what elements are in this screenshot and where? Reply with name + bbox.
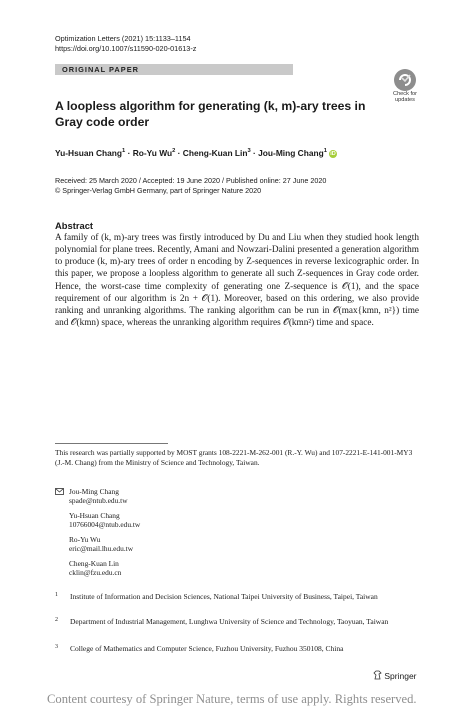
orcid-icon[interactable]: iD xyxy=(330,151,336,157)
contact-entry xyxy=(69,535,133,554)
author-separator: · xyxy=(125,148,133,158)
affiliation-text: Institute of Information and Decision Sciences, National Taipei University of Business, Taipei, Taiwan xyxy=(70,592,378,601)
author-name[interactable]: Jou-Ming Chang xyxy=(258,148,324,158)
affiliation-text: Department of Industrial Management, Lunghwa University of Science and Technology, Taoyuan, Taiwan xyxy=(70,617,389,626)
footnote-divider xyxy=(55,443,168,444)
contact-entry xyxy=(69,487,128,506)
journal-header xyxy=(55,34,196,54)
article-title: A loopless algorithm for generating (k, m)-ary trees in Gray code order xyxy=(55,99,366,129)
affiliation-number: 3 xyxy=(55,644,58,650)
author-name[interactable]: Cheng-Kuan Lin xyxy=(182,148,248,158)
author-separator: · xyxy=(250,148,259,158)
author-affiliation-mark: 1 xyxy=(122,148,126,155)
contact-entry xyxy=(69,559,121,578)
contact-name: Yu-Hsuan Chang xyxy=(69,511,120,520)
author-name[interactable]: Yu-Hsuan Chang xyxy=(55,148,123,158)
abstract-heading: Abstract xyxy=(55,220,94,231)
author-affiliation-mark: 2 xyxy=(172,148,176,155)
affiliation-number: 1 xyxy=(55,592,58,598)
publication-dates xyxy=(55,176,326,196)
affiliation-text: College of Mathematics and Computer Science, Fuzhou University, Fuzhou 350108, China xyxy=(70,644,344,653)
author-list xyxy=(55,148,337,158)
springer-horse-icon xyxy=(373,670,382,680)
author-separator: · xyxy=(175,148,183,158)
contact-email[interactable]: eric@mail.lhu.edu.tw xyxy=(69,544,134,554)
section-label: ORIGINAL PAPER xyxy=(62,64,139,74)
publisher-logo xyxy=(373,670,417,681)
copyright-line: © Springer-Verlag GmbH Germany, part of Springer Nature 2020 xyxy=(55,186,262,195)
envelope-icon xyxy=(55,488,64,495)
abstract-text: A family of (k, m)-ary trees was firstly introduced by Du and Liu when they studied hook length polynomial for plane trees. Recently, Amani and Nowzari-Dalini presented a generation algorithm to produce (k, m)-ary trees of order n encoding by Z-sequences in reverse lexicographic order. In this paper, we propose a loopless algorithm to generate all such Z-sequences in Gray code order. Hence, the worst-case time complexity of generating one Z-sequence is 𝒪(1), and the space requirement of our algorithm is 2n + 𝒪(1). Moreover, based on this ordering, we also provide ranking and unranking algorithms. The ranking algorithm can be run in 𝒪(max{kmn, n²}) time and 𝒪(kmn) space, whereas the unranking algorithm requires 𝒪(kmn²) time and space. xyxy=(55,233,419,329)
author-affiliation-mark: 3 xyxy=(247,148,251,155)
funding-note: This research was partially supported by MOST grants 108-2221-M-262-001 (R.-Y. Wu) and 107-2221-E-141-001-MY3 (J.-M. Chang) from the Ministry of Science and Technology, Taiwan. xyxy=(55,448,413,467)
courtesy-watermark: Content courtesy of Springer Nature, terms of use apply. Rights reserved. xyxy=(47,692,417,706)
journal-citation: Optimization Letters (2021) 15:1133–1154 xyxy=(55,34,191,43)
doi-link[interactable]: https://doi.org/10.1007/s11590-020-01613-z xyxy=(55,44,197,53)
check-for-updates-icon xyxy=(394,69,416,91)
contact-email[interactable]: spade@ntub.edu.tw xyxy=(69,496,128,506)
affiliation-number: 2 xyxy=(55,617,58,623)
author-name[interactable]: Ro-Yu Wu xyxy=(132,148,173,158)
author-affiliation-mark: 1 xyxy=(323,148,327,155)
contact-name: Jou-Ming Chang xyxy=(69,487,119,496)
publisher-name: Springer xyxy=(384,671,417,681)
contact-name: Ro-Yu Wu xyxy=(69,535,101,544)
contact-email[interactable]: 10766004@ntub.edu.tw xyxy=(69,520,141,530)
contact-name: Cheng-Kuan Lin xyxy=(69,559,119,568)
check-for-updates-label: Check for updates xyxy=(393,91,417,104)
history-dates: Received: 25 March 2020 / Accepted: 19 June 2020 / Published online: 27 June 2020 xyxy=(55,176,327,185)
contact-email[interactable]: cklin@fzu.edu.cn xyxy=(69,568,122,578)
contact-entry xyxy=(69,511,140,530)
